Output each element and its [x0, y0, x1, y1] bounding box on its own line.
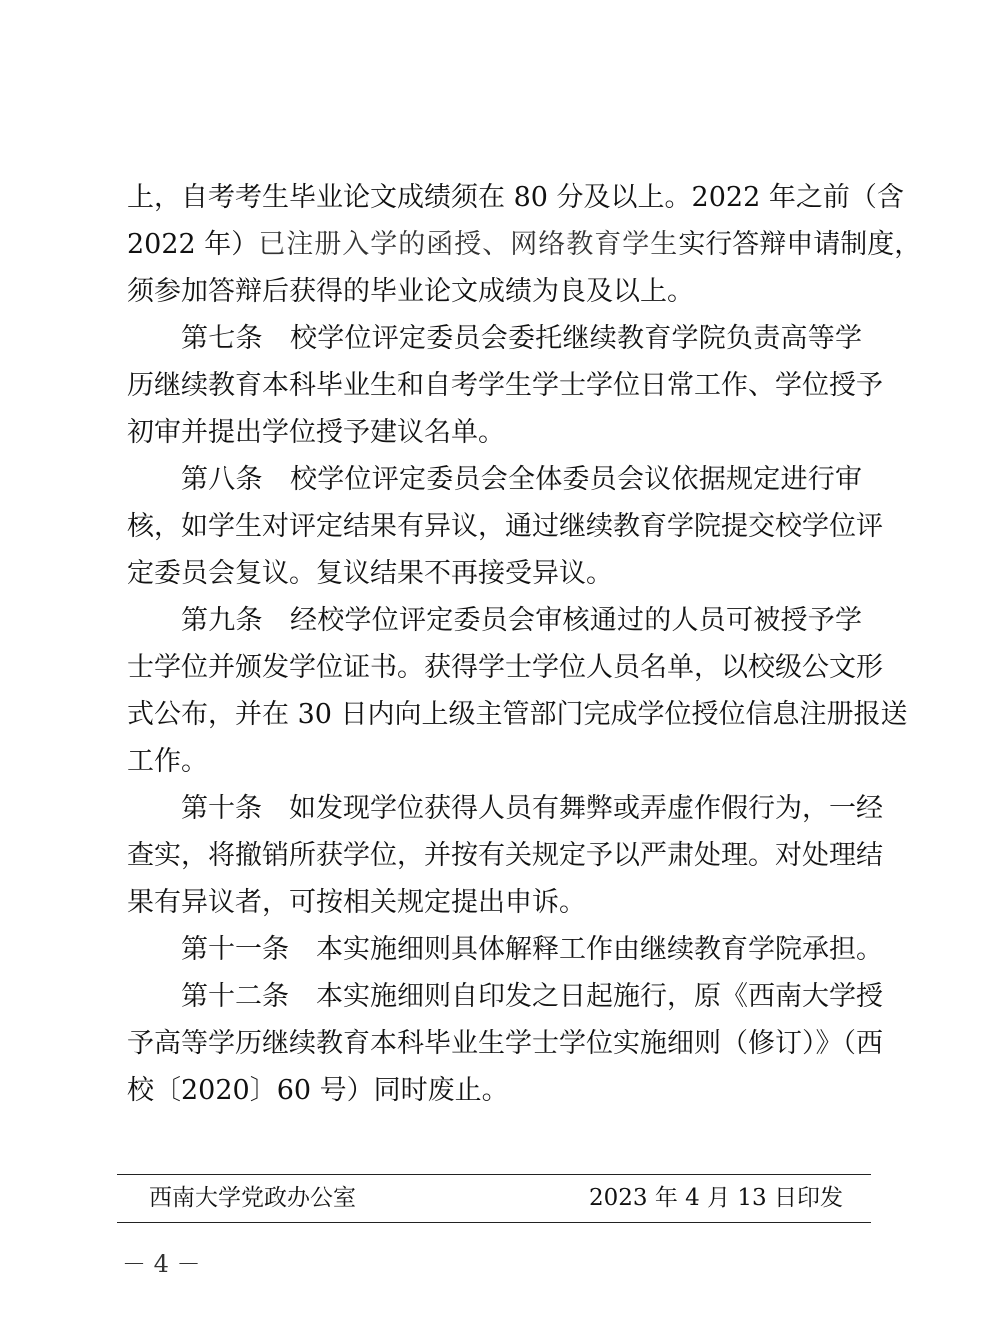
text-run: 校〔 — [127, 1075, 181, 1106]
article-8-line: 第八条 校学位评定委员会全体委员会议依据规定进行审 — [181, 464, 862, 495]
paragraph-line — [127, 221, 922, 268]
article-10-line: 果有异议者，可按相关规定提出申诉。 — [127, 887, 586, 918]
number-run: 2022 — [127, 229, 196, 260]
article-11-line: 第十一条 本实施细则具体解释工作由继续教育学院承担。 — [181, 934, 883, 965]
number-run: 30 — [297, 699, 332, 730]
text-run: 年） — [195, 229, 259, 260]
footer-bottom-rule — [117, 1222, 871, 1223]
text-run: 式公布，并在 — [127, 699, 298, 730]
article-8-line: 定委员会复议。复议结果不再接受异议。 — [127, 558, 613, 589]
text-run: 分及以上。 — [547, 182, 692, 213]
footer-issuer: 西南大学党政办公室 — [149, 1185, 356, 1211]
issue-year-unit: 年 — [647, 1185, 686, 1211]
article-10-line: 第十条 如发现学位获得人员有舞弊或弄虚作假行为，一经 — [181, 793, 883, 824]
article-7-line: 第七条 校学位评定委员会委托继续教育学院负责高等学 — [181, 323, 862, 354]
issue-day: 13 — [737, 1185, 767, 1211]
issue-year: 2023 — [588, 1185, 648, 1211]
article-12-line: 第十二条 本实施细则自印发之日起施行，原《西南大学授 — [181, 981, 883, 1012]
text-run: 日内向上级主管部门完成学位授位信息注册报送 — [331, 699, 908, 730]
number-run: 60 — [276, 1075, 312, 1106]
text-run: 上，自考考生毕业论文成绩须在 — [127, 182, 514, 213]
number-run: 2022 — [691, 182, 761, 213]
paragraph-line: 须参加答辩后获得的毕业论文成绩为良及以上。 — [127, 276, 694, 307]
text-run: 年之前（含 — [760, 182, 904, 213]
article-12-line: 予高等学历继续教育本科毕业生学士学位实施细则（修订）》（西 — [127, 1028, 883, 1059]
number-run: 80 — [513, 182, 548, 213]
article-8-line: 核，如学生对评定结果有异议，通过继续教育学院提交校学位评 — [127, 511, 883, 542]
footer-issue-date — [589, 1181, 843, 1215]
issue-day-unit: 日印发 — [766, 1185, 843, 1211]
article-7-line: 历继续教育本科毕业生和自考学生学士学位日常工作、学位授予 — [127, 370, 883, 401]
page-number: － 4 － — [122, 1250, 201, 1278]
article-9-line: 士学位并颁发学位证书。获得学士学位人员名单，以校级公文形 — [127, 652, 883, 683]
issue-month: 4 — [685, 1185, 700, 1211]
article-7-line: 初审并提出学位授予建议名单。 — [127, 417, 505, 448]
text-run: 〕 — [249, 1075, 277, 1106]
article-9-line: 第九条 经校学位评定委员会审核通过的人员可被授予学 — [181, 605, 862, 636]
issue-month-unit: 月 — [699, 1185, 738, 1211]
text-run: 号）同时废止。 — [311, 1075, 509, 1106]
text-run: 已注册入学的函授、网络教育学生 — [258, 229, 679, 260]
footer-top-rule — [117, 1174, 871, 1175]
article-9-line — [127, 691, 908, 738]
paragraph-line — [127, 174, 904, 221]
number-run: 2020 — [181, 1075, 250, 1106]
text-run: 实行答辩申请制度， — [678, 229, 922, 260]
article-12-line — [127, 1067, 862, 1114]
article-10-line: 查实，将撤销所获学位，并按有关规定予以严肃处理。对处理结 — [127, 840, 883, 871]
document-body — [127, 174, 922, 1114]
article-9-line: 工作。 — [127, 746, 208, 777]
